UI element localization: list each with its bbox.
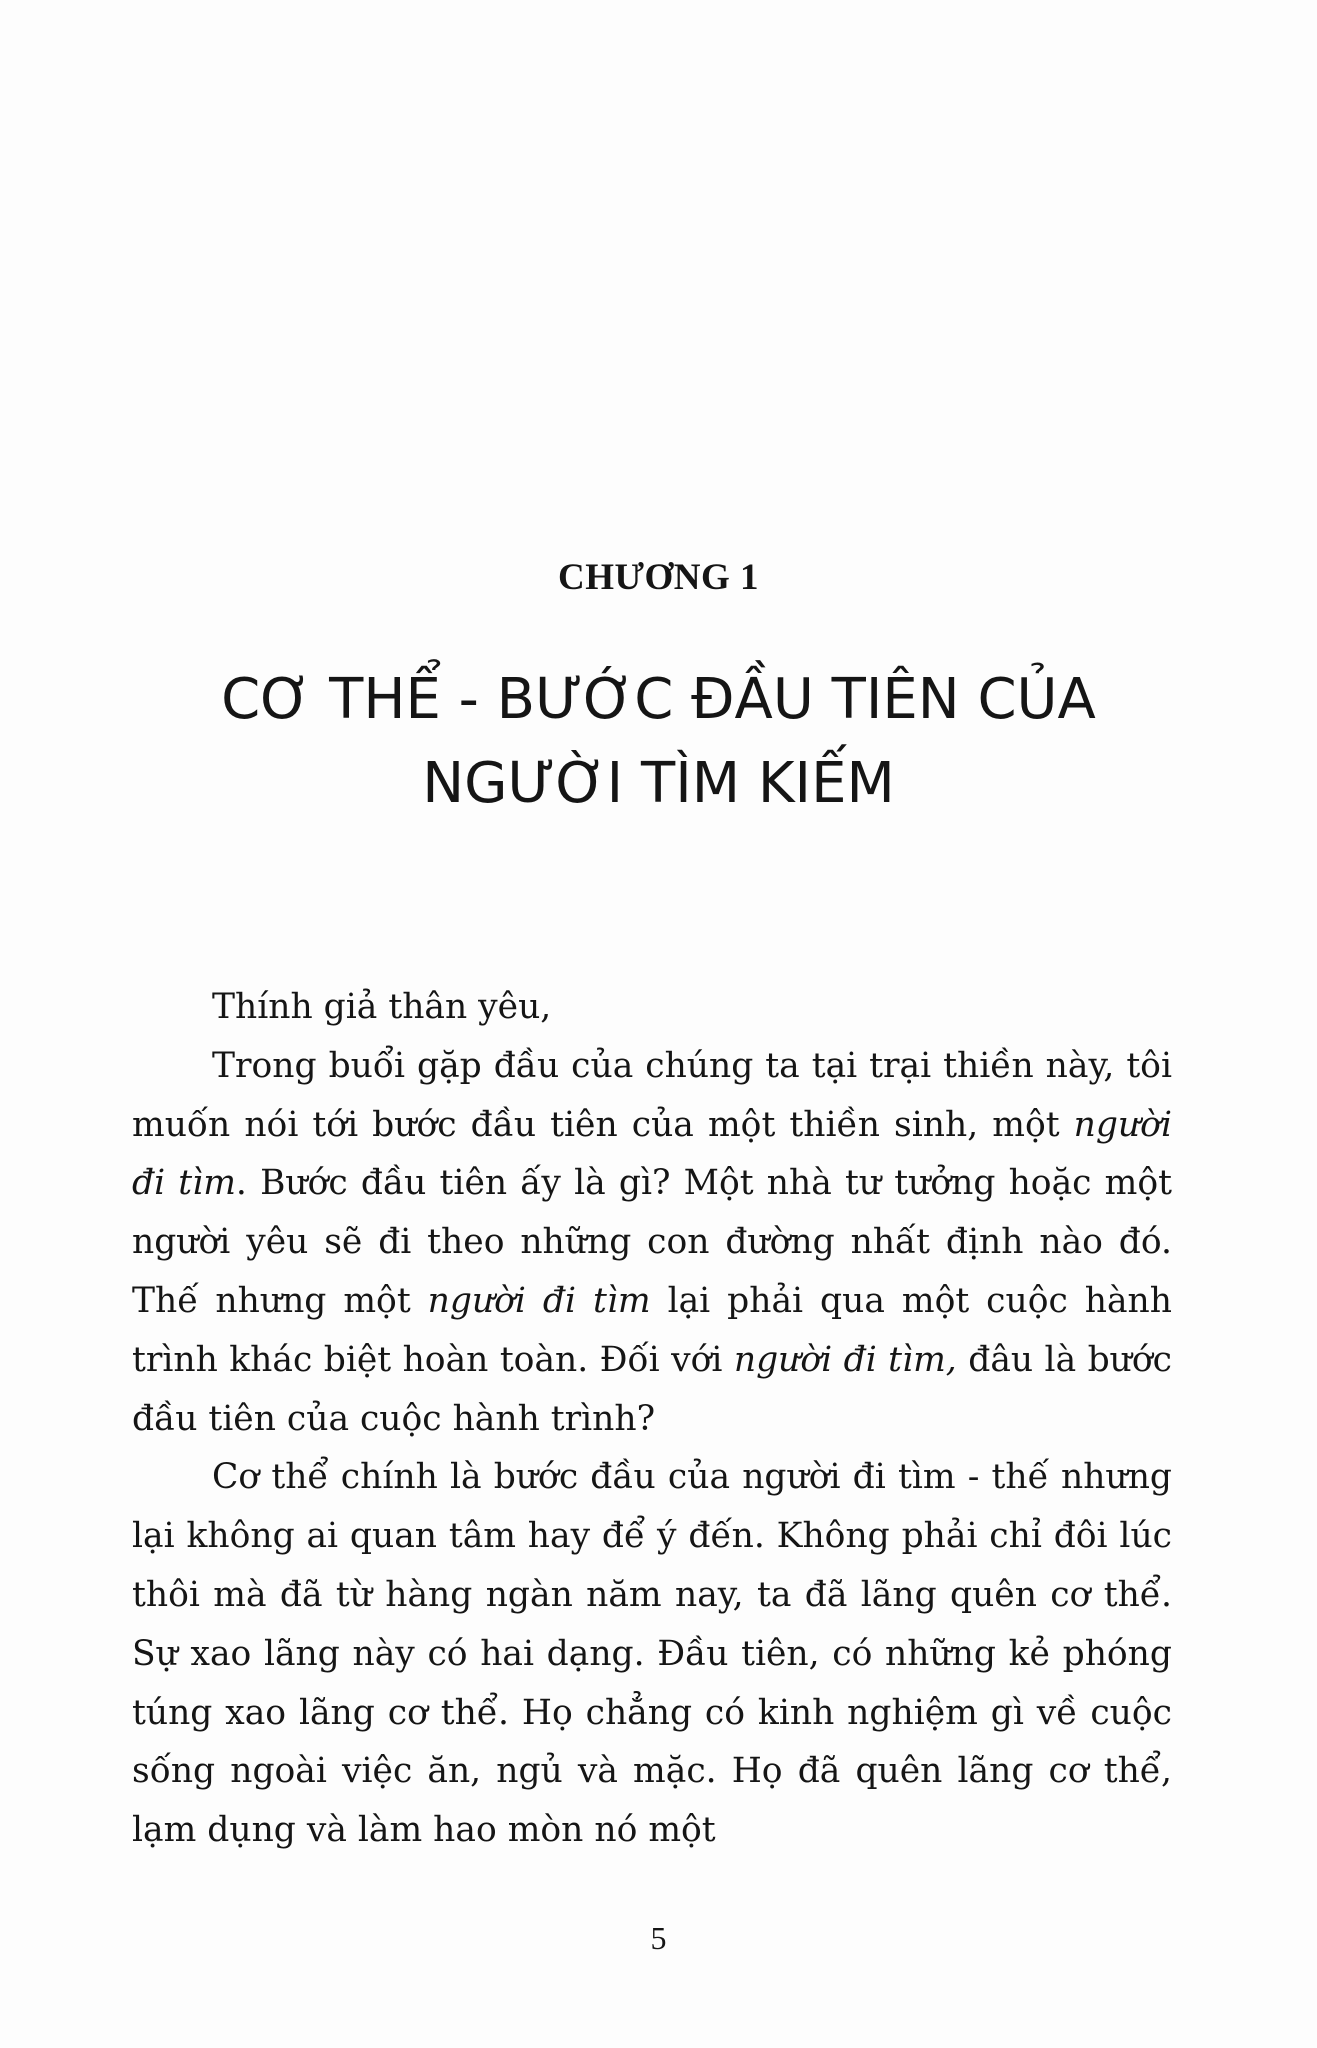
page-number: 5 <box>650 1920 667 1956</box>
chapter-title-line-1: CƠ THỂ - BƯỚC ĐẦU TIÊN CỦA <box>221 667 1096 732</box>
paragraph-body: Cơ thể chính là bước đầu của người đi tìm - thế nhưng lại không ai quan tâm hay để ý đến. Không phải chỉ đôi lúc thôi mà đã từ hàng ngàn năm nay, ta đã lãng quên cơ thể. Sự xao lãng này có hai dạng. Đầu tiên, có những kẻ phóng túng xao lãng cơ thể. Họ chẳng có kinh nghiệm gì về cuộc sống ngoài việc ăn, ngủ và mặc. Họ đã quên lãng cơ thể, lạm dụng và làm hao mòn nó một <box>132 1457 1172 1851</box>
chapter-title-line-2: NGƯỜI TÌM KIẾM <box>422 751 895 816</box>
chapter-title <box>0 658 1317 826</box>
body-text <box>132 978 1172 1860</box>
italic-term: người đi tìm, <box>733 1339 957 1380</box>
italic-term: người đi tìm <box>132 1104 1172 1204</box>
italic-term: người đi tìm <box>427 1280 651 1321</box>
paragraph-intro: Trong buổi gặp đầu của chúng ta tại trại thiền này, tôi muốn nói tới bước đầu tiên của một thiền sinh, một người đi tìm. Bước đầu tiên ấy là gì? Một nhà tư tưởng hoặc một người yêu sẽ đi theo những con đường nhất định nào đó. Thế nhưng một người đi tìm lại phải qua một cuộc hành trình khác biệt hoàn toàn. Đối với người đi tìm, đâu là bước đầu tiên của cuộc hành trình? <box>132 1045 1173 1439</box>
chapter-label: CHƯƠNG 1 <box>558 557 759 598</box>
paragraph-salutation: Thính giả thân yêu, <box>212 987 552 1027</box>
